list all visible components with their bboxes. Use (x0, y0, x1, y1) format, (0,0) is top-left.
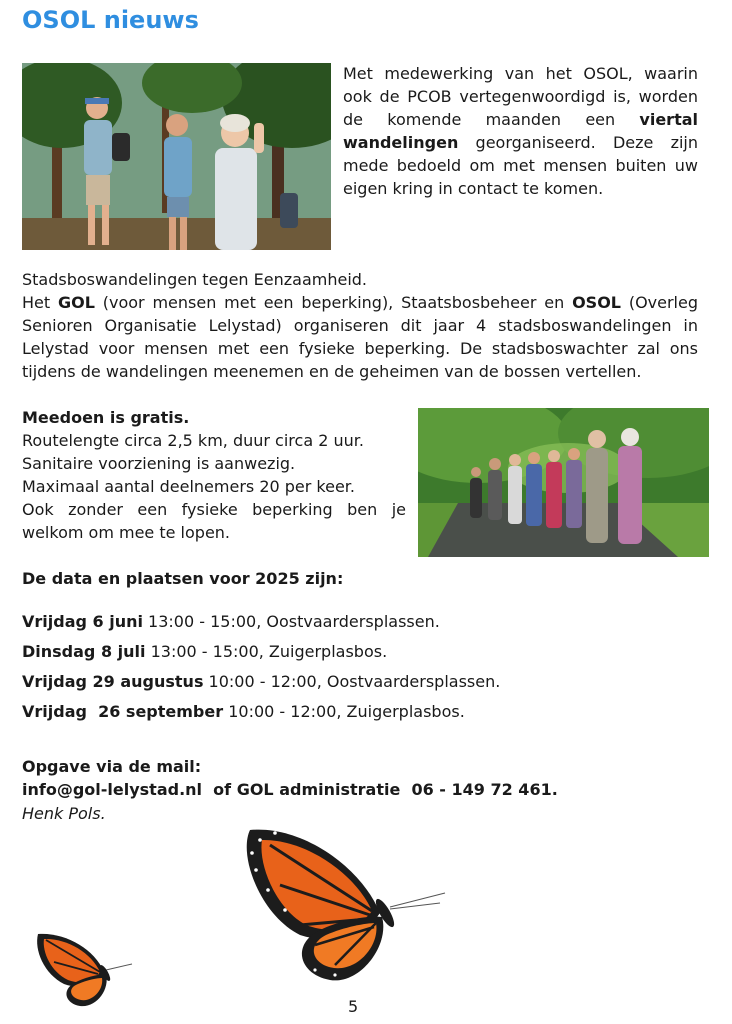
intro-text-end: georganiseerd. Deze zijn mede bedoeld om met mensen buiten uw eigen kring in contact te komen. (343, 133, 698, 198)
schedule-item (22, 697, 622, 727)
hikers-photo (22, 63, 331, 250)
butterfly-large-image (240, 825, 450, 985)
schedule-day: Dinsdag 8 juli (22, 642, 146, 661)
schedule-list (22, 607, 622, 727)
details-line: Ook zonder een fysieke beperking ben je welkom om mee te lopen. (22, 500, 406, 542)
gol-bold: GOL (57, 293, 95, 312)
intro-paragraph (343, 62, 698, 200)
signup-heading: Opgave via de mail: (22, 757, 202, 776)
stadsbos-heading: Stadsboswandelingen tegen Eenzaamheid. (22, 270, 367, 289)
details-line: Sanitaire voorziening is aanwezig. (22, 454, 296, 473)
schedule-item (22, 667, 622, 697)
stadsbos-paragraph (22, 291, 698, 383)
signature: Henk Pols. (22, 804, 106, 823)
schedule-day: Vrijdag 29 augustus (22, 672, 204, 691)
schedule-detail: 13:00 - 15:00, Oostvaardersplassen. (142, 612, 440, 631)
osol-bold: OSOL (572, 293, 621, 312)
signup-contact: info@gol-lelystad.nl of GOL administratie 06 - 149 72 461. (22, 780, 558, 799)
schedule-heading: De data en plaatsen voor 2025 zijn: (22, 569, 344, 588)
intro-bold: viertal wandelingen (343, 110, 698, 152)
details-heading: Meedoen is gratis. (22, 408, 190, 427)
stadsbos-text-start: Het (22, 293, 58, 312)
page-title: OSOL nieuws (22, 6, 199, 34)
butterfly-small-image (34, 930, 134, 1008)
details-line: Routelengte circa 2,5 km, duur circa 2 uur. (22, 431, 364, 450)
schedule-detail: 10:00 - 12:00, Oostvaardersplassen. (203, 672, 501, 691)
stadsbos-text-rest: (Overleg Senioren Organisatie Lelystad) organiseren dit jaar 4 stadsboswandelingen in Lelystad voor mensen met een fysieke beperking. De stadsboswachter zal ons tijdens de wandelingen meenemen en de geheimen van de bossen vertellen. (22, 293, 698, 381)
schedule-day: Vrijdag 26 september (22, 702, 224, 721)
details-list (22, 429, 406, 544)
schedule-item (22, 607, 622, 637)
intro-text-start: Met medewerking van het OSOL, waarin ook de PCOB vertegenwoordigd is, worden de komende maanden een (343, 64, 698, 129)
schedule-day: Vrijdag 6 juni (22, 612, 143, 631)
schedule-item (22, 637, 622, 667)
stadsbos-text-mid: (voor mensen met een beperking), Staatsbosbeheer en (94, 293, 573, 312)
group-walk-photo (418, 408, 709, 557)
schedule-detail: 13:00 - 15:00, Zuigerplasbos. (145, 642, 388, 661)
details-line: Maximaal aantal deelnemers 20 per keer. (22, 477, 355, 496)
page-number: 5 (348, 997, 359, 1016)
schedule-detail: 10:00 - 12:00, Zuigerplasbos. (223, 702, 465, 721)
